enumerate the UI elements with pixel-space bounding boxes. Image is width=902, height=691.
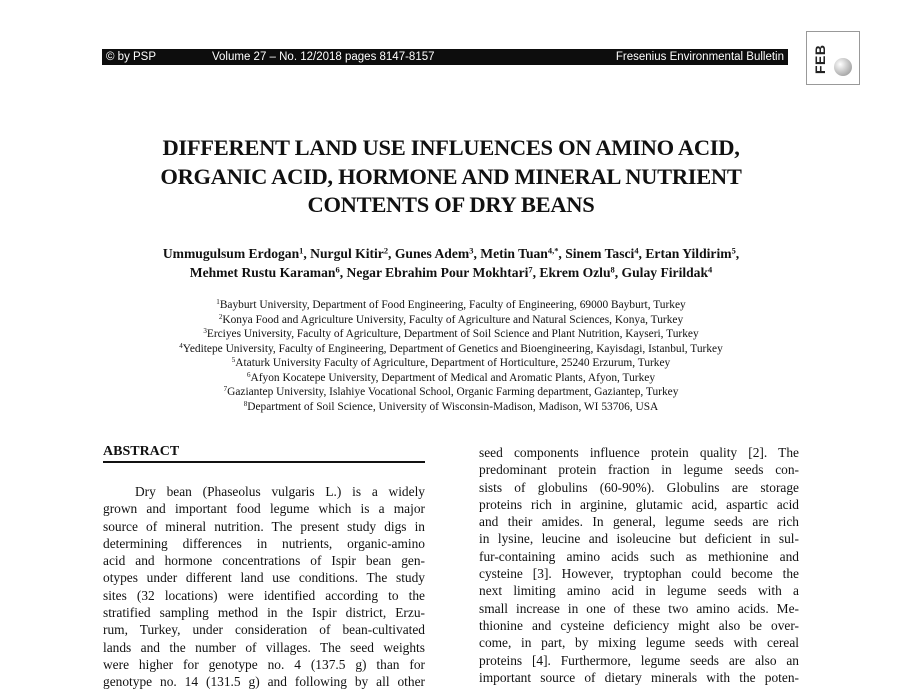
body-line: come, in part, by mixing legume seeds with cereal bbox=[479, 635, 799, 651]
author-name: Ertan Yildirim bbox=[645, 246, 732, 261]
author-separator: , bbox=[614, 264, 622, 280]
affiliation bbox=[60, 400, 842, 415]
author-name: Gunes Adem bbox=[394, 246, 470, 261]
title-line: ORGANIC ACID, HORMONE AND MINERAL NUTRIENT bbox=[160, 163, 742, 189]
affiliation-number: 8 bbox=[243, 399, 248, 408]
abstract-line: determining differences in nutrients, organic-amino bbox=[103, 535, 425, 551]
author-affil-mark: 5 bbox=[731, 245, 736, 256]
abstract-heading: ABSTRACT bbox=[103, 443, 425, 463]
author-name: Gulay Firildak bbox=[621, 264, 709, 280]
affiliation bbox=[60, 313, 842, 328]
author-affil-mark: 4 bbox=[634, 245, 639, 256]
affiliation bbox=[60, 327, 842, 342]
author-name: Ummugulsum Erdogan bbox=[162, 246, 300, 261]
body-line: important source of dietary minerals with the poten- bbox=[479, 669, 799, 685]
abstract-line: acid and hormone concentrations of Ispir bean gen- bbox=[103, 553, 425, 569]
affiliation bbox=[60, 342, 842, 357]
body-line: thionine and cysteine deficiency might also be over- bbox=[479, 617, 799, 633]
affiliation bbox=[60, 371, 842, 386]
affiliation-list bbox=[60, 298, 842, 414]
abstract-line: rum, Turkey, under consideration of bean-cultivated bbox=[103, 622, 425, 638]
affiliation-text: Afyon Kocatepe University, Department of Medical and Aromatic Plants, Afyon, Turkey bbox=[250, 371, 656, 384]
feb-logo bbox=[806, 31, 860, 85]
body-line: in lysine, leucine and isoleucine but deficient in sul- bbox=[479, 531, 799, 547]
affiliation-text: Konya Food and Agriculture University, Faculty of Agriculture and Natural Sciences, Konya, Turkey bbox=[222, 313, 684, 326]
body-line: predominant protein fraction in legume seeds con- bbox=[479, 462, 799, 478]
author-name: Mehmet Rustu Karaman bbox=[189, 264, 336, 280]
affiliation-number: 6 bbox=[246, 370, 251, 379]
body-line: small increase in one of these two amino acids. Me- bbox=[479, 600, 799, 616]
author-name: Negar Ebrahim Pour Mokhtari bbox=[346, 264, 529, 280]
abstract-line: grown and important food legume which is a major bbox=[103, 501, 425, 517]
author-separator: , bbox=[388, 246, 395, 261]
abstract-body bbox=[103, 483, 425, 691]
author-separator: , bbox=[303, 246, 311, 261]
author-affil-mark: 7 bbox=[528, 263, 533, 274]
author-list bbox=[60, 245, 842, 282]
affiliation-number: 2 bbox=[218, 312, 223, 321]
author-separator: , bbox=[532, 264, 540, 280]
globe-icon bbox=[834, 58, 852, 76]
author-name: Ekrem Ozlu bbox=[539, 264, 611, 280]
affiliation-number: 5 bbox=[231, 356, 236, 365]
journal-name: Fresenius Environmental Bulletin bbox=[615, 51, 784, 63]
affiliation bbox=[60, 356, 842, 371]
author-affil-mark: 4 bbox=[708, 263, 713, 274]
affiliation-number: 7 bbox=[223, 385, 228, 394]
affiliation-number: 3 bbox=[203, 327, 207, 336]
author-affil-mark: 3 bbox=[469, 245, 474, 256]
affiliation-text: Yeditepe University, Faculty of Engineering, Department of Genetics and Bioengineering, Kayisdagi, Istanbul, Turkey bbox=[182, 342, 723, 355]
abstract-line: source of mineral nutrition. The present study digs in bbox=[103, 518, 425, 534]
volume-info: Volume 27 – No. 12/2018 pages 8147-8157 bbox=[212, 51, 435, 63]
body-line: fur-containing amino acids such as methionine and bbox=[479, 548, 799, 564]
abstract-line: stratified sampling method in the Ispir district, Erzu- bbox=[103, 605, 425, 621]
author-separator: , bbox=[339, 264, 347, 280]
author-line bbox=[60, 264, 842, 283]
affiliation-text: Department of Soil Science, University of Wisconsin-Madison, Madison, WI 53706, USA bbox=[247, 400, 659, 413]
author-affil-mark: 6 bbox=[335, 263, 340, 274]
affiliation-text: Gaziantep University, Islahiye Vocational School, Organic Farming department, Gaziantep, Turkey bbox=[227, 386, 679, 398]
affiliation bbox=[60, 385, 842, 400]
abstract-line: were higher for genotype no. 4 (137.5 g) than for bbox=[103, 656, 425, 672]
author-separator: , bbox=[473, 246, 481, 261]
author-name: Sinem Tasci bbox=[565, 246, 635, 261]
title-line: DIFFERENT LAND USE INFLUENCES ON AMINO ACID, bbox=[162, 135, 740, 160]
journal-header-bar bbox=[102, 49, 788, 65]
author-line bbox=[60, 245, 842, 264]
title-line: CONTENTS OF DRY BEANS bbox=[307, 192, 595, 217]
author-affil-mark: 1 bbox=[299, 245, 304, 256]
body-line: cysteine [3]. However, tryptophan could become the bbox=[479, 566, 799, 582]
copyright-notice: © by PSP bbox=[106, 51, 157, 63]
affiliation-text: Ataturk University Faculty of Agriculture, Department of Horticulture, 25240 Erzurum, Turkey bbox=[235, 357, 671, 369]
author-affil-mark: 2 bbox=[383, 245, 389, 256]
abstract-line: otypes under different land use conditions. The study bbox=[103, 570, 425, 586]
affiliation-number: 1 bbox=[216, 298, 220, 307]
body-line: seed components influence protein quality [2]. The bbox=[479, 445, 799, 460]
paper-title bbox=[60, 134, 842, 220]
author-separator: , bbox=[558, 246, 566, 261]
feb-logo-text: FEB bbox=[812, 44, 828, 74]
body-line: and their amides. In general, legume seeds are rich bbox=[479, 514, 799, 530]
body-line: sists of globulins (60-90%). Globulins are storage bbox=[479, 479, 799, 495]
abstract-line: sites (32 locations) were identified according to the bbox=[103, 587, 425, 603]
abstract-line: genotype no. 14 (131.5 g) and following by all other bbox=[103, 674, 425, 690]
author-name: Metin Tuan bbox=[480, 246, 548, 261]
author-affil-mark: 8 bbox=[610, 263, 615, 274]
affiliation-number: 4 bbox=[179, 341, 183, 350]
affiliation bbox=[60, 298, 842, 313]
author-separator: , bbox=[638, 246, 646, 261]
body-line: next limiting amino acid in legume seeds with a bbox=[479, 583, 799, 599]
author-affil-mark: 4,* bbox=[547, 245, 559, 256]
abstract-line: Dry bean (Phaseolus vulgaris L.) is a widely bbox=[135, 484, 425, 499]
body-line: proteins rich in arginine, glutamic acid, aspartic acid bbox=[479, 496, 799, 512]
affiliation-text: Bayburt University, Department of Food Engineering, Faculty of Engineering, 69000 Bayburt, Turkey bbox=[219, 299, 686, 311]
affiliation-text: Erciyes University, Faculty of Agriculture, Department of Soil Science and Plant Nutrition, Kayseri, Turkey bbox=[206, 328, 699, 340]
author-separator: , bbox=[735, 246, 740, 261]
author-name: Nurgul Kitir bbox=[310, 246, 384, 261]
abstract-line: lands and the number of villages. The seed weights bbox=[103, 639, 425, 655]
body-text-column bbox=[479, 444, 799, 686]
body-line: proteins [4]. Furthermore, legume seeds are also an bbox=[479, 652, 799, 668]
